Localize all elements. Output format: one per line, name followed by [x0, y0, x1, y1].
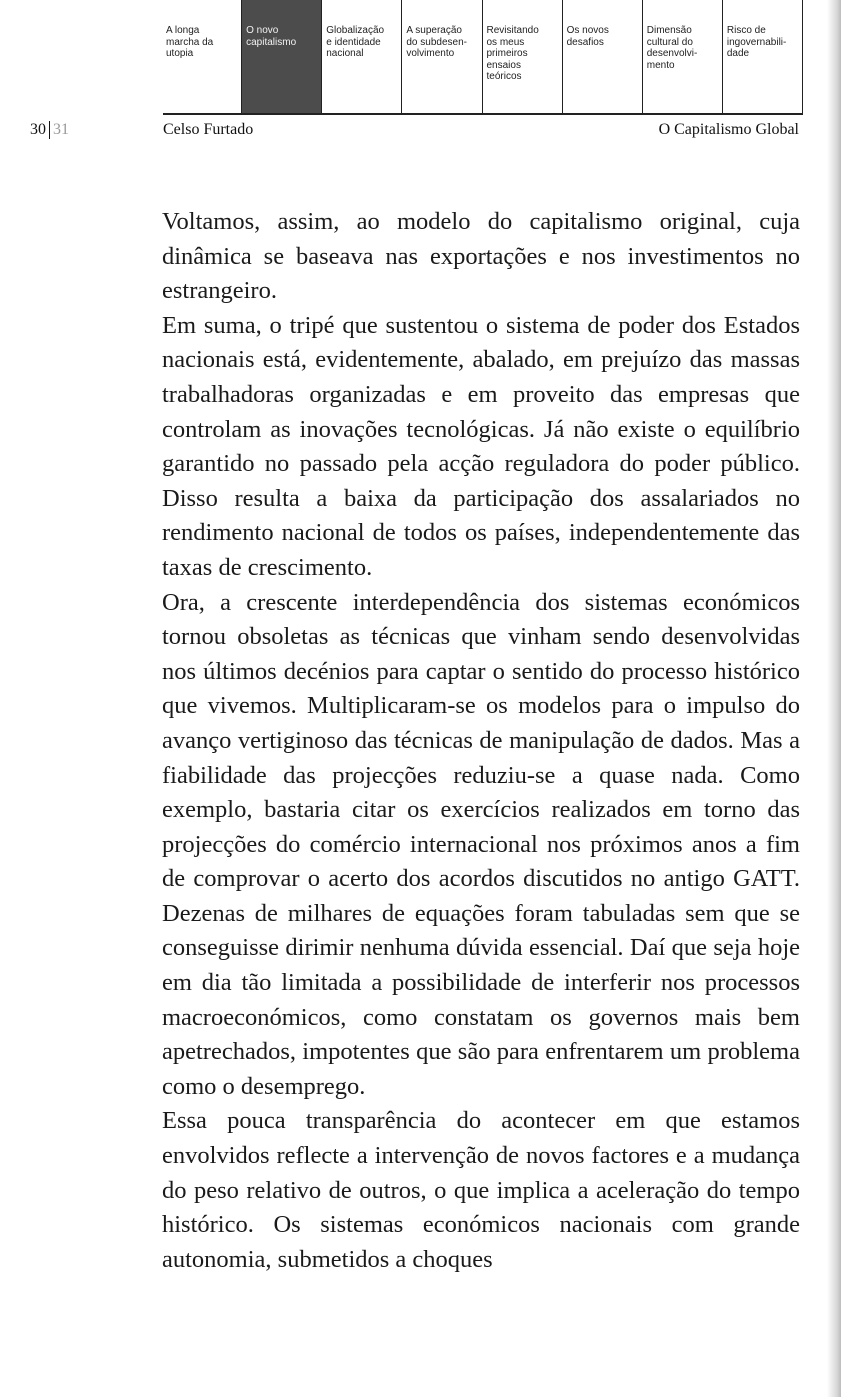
chapter-tab-6[interactable]: Os novos desafios [562, 0, 642, 113]
page-number-current: 30 [30, 121, 46, 138]
chapter-tab-8[interactable]: Risco de ingovernabili- dade [722, 0, 803, 113]
chapter-tab-3[interactable]: Globalização e identidade nacional [321, 0, 401, 113]
page-numbers [30, 121, 69, 139]
running-header [0, 121, 841, 145]
chapter-tab-4[interactable]: A superação do subdesen- volvimento [401, 0, 481, 113]
chapter-tab-5[interactable]: Revisitando os meus primeiros ensaios teóricos [482, 0, 562, 113]
page-number-next: 31 [53, 121, 69, 138]
chapter-tab-7[interactable]: Dimensão cultural do desenvolvi- mento [642, 0, 722, 113]
body-text [162, 205, 800, 1277]
chapter-tab-1[interactable]: A longa marcha da utopia [166, 25, 214, 59]
paragraph-3: Ora, a crescente interdependência dos sistemas económicos tornou obsoletas as técnicas que vinham sendo desenvolvidas nos últimos decénios para captar o sentido do processo histórico que vivemos. Multiplicaram-se os modelos para o impulso do avanço vertiginoso das técnicas de manipulação de dados. Mas a fiabilidade das projecções reduziu-se a quase nada. Como exemplo, bastaria citar os exercícios realizados em torno das projecções do comércio internacional nos próximos anos a fim de comprovar o acerto dos acordos discutidos no antigo GATT. Dezenas de milhares de equações foram tabuladas sem que se conseguisse dirimir nenhuma dúvida essencial. Daí que seja hoje em dia tão limitada a possibilidade de interferir nos processos macroeconómicos, como constatam os governos mais bem apetrechados, impotentes que são para enfrentarem um problema como o desemprego. [162, 588, 800, 1100]
chapter-tab-2-active[interactable]: O novo capitalismo [241, 0, 321, 113]
paragraph-2: Em suma, o tripé que sustentou o sistema de poder dos Estados nacionais está, evidentemente, abalado, em prejuízo das massas trabalhadoras organizadas e em proveito das empresas que controlam as inovações tecnológicas. Já não existe o equilíbrio garantido no passado pela acção reguladora do poder público. Disso resulta a baixa da participação dos assalariados no rendimento nacional de todos os países, independentemente das taxas de crescimento. [162, 311, 800, 581]
paragraph-4: Essa pouca transparência do acontecer em que estamos envolvidos reflecte a intervenção de novos factores e a mudança do peso relativo de outros, o que implica a aceleração do tempo histórico. Os sistemas económicos nacionais com grande autonomia, submetidos a choques [162, 1107, 800, 1273]
paragraph-1: Voltamos, assim, ao modelo do capitalismo original, cuja dinâmica se baseava nas exportações e nos investimentos no estrangeiro. [162, 208, 800, 305]
page-edge-shadow [827, 0, 841, 1397]
book-title: O Capitalismo Global [658, 121, 799, 138]
author-name: Celso Furtado [163, 121, 254, 138]
page-number-divider [49, 121, 50, 139]
chapter-navigation [163, 0, 803, 115]
